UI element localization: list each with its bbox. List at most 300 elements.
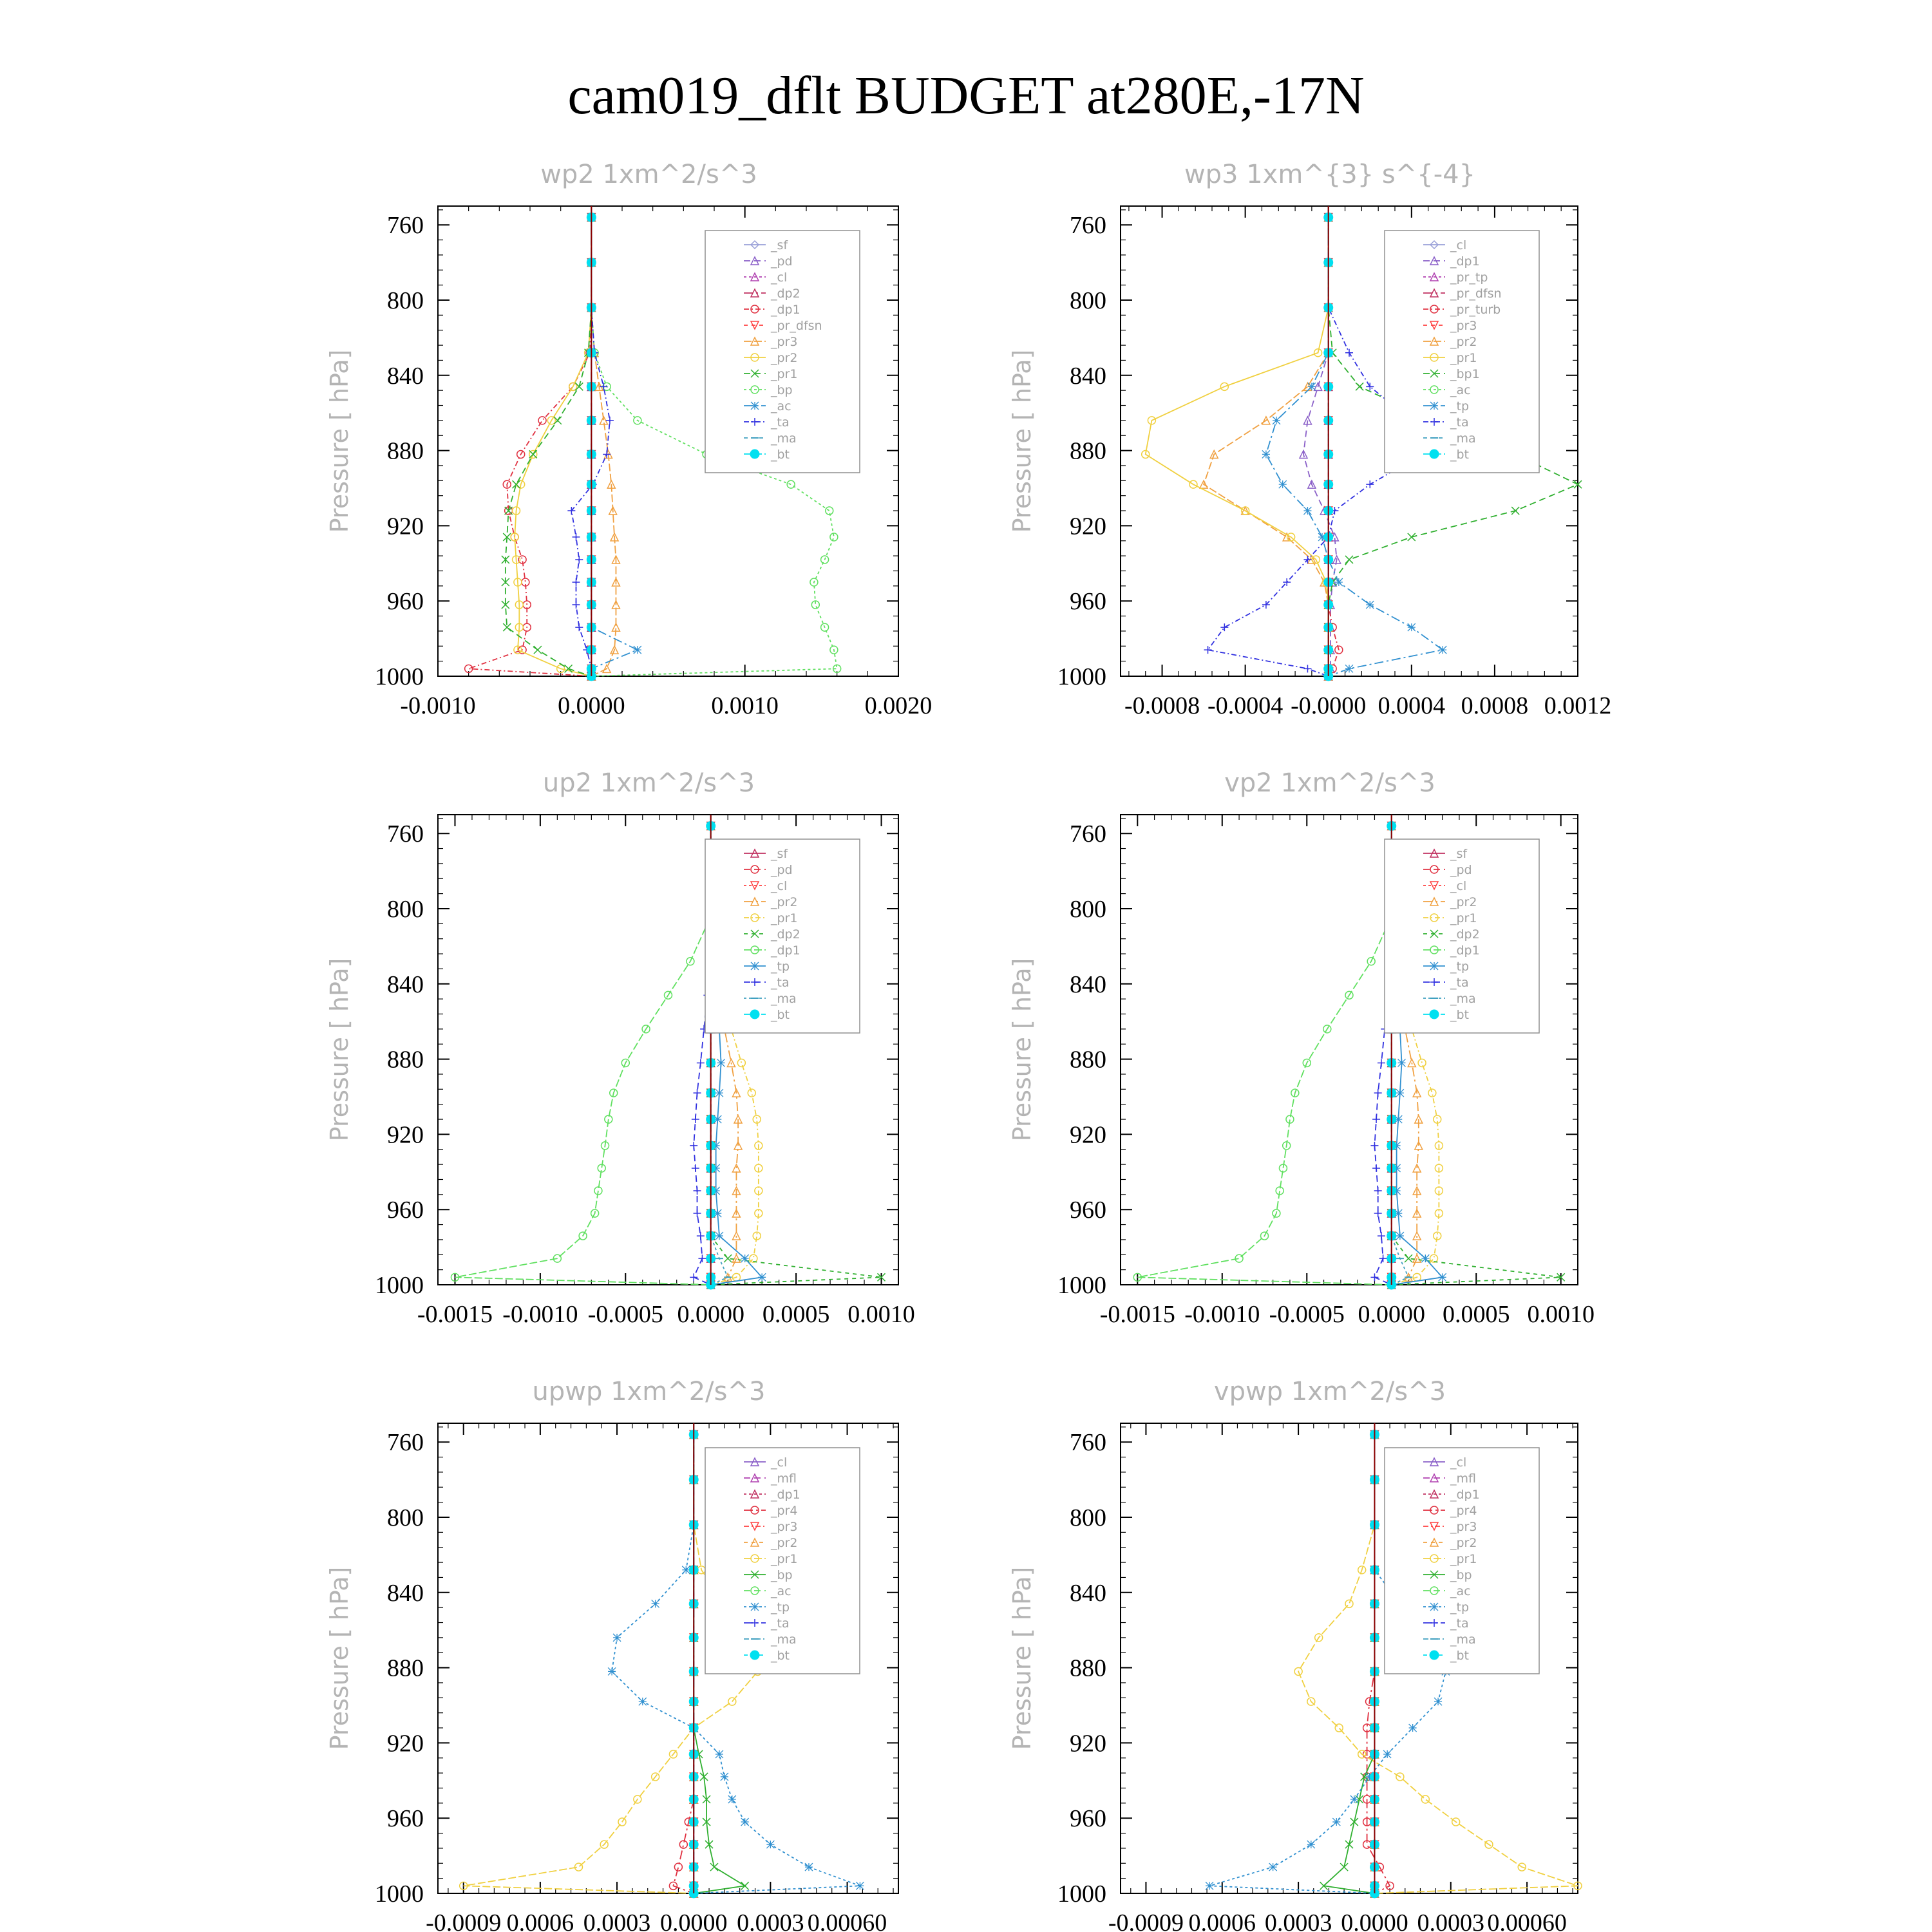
x-tick-label: 0.0006 (506, 1909, 574, 1932)
y-tick-label: 800 (387, 1504, 424, 1531)
legend-label: _cl (771, 879, 788, 893)
legend-label: _ta (771, 976, 790, 990)
y-tick-label: 800 (1070, 896, 1106, 923)
legend-label: _sf (771, 847, 788, 861)
data-point (1307, 1841, 1315, 1848)
data-point (1370, 1273, 1378, 1281)
data-point (1345, 1600, 1353, 1607)
figure-title: cam019_dflt BUDGET at280E,-17N (567, 66, 1365, 126)
series-line (515, 218, 591, 676)
chart-panel-4 (1008, 768, 1595, 1328)
data-point (679, 1841, 687, 1848)
data-point (682, 1566, 690, 1574)
data-point (1439, 1273, 1446, 1281)
x-tick-label: 0.0005 (1442, 1301, 1510, 1328)
x-tick-label: -0.0010 (400, 692, 476, 719)
data-point (1350, 1795, 1358, 1803)
data-point (1220, 623, 1228, 631)
x-tick-label: 0.0003 (1417, 1909, 1485, 1932)
legend-label: _ma (771, 431, 797, 446)
x-tick-label: -0.0015 (1099, 1301, 1175, 1328)
legend-label: _bt (1450, 1008, 1470, 1022)
legend-label: _tp (771, 960, 790, 974)
data-point (573, 601, 580, 609)
x-tick-label: -0.0010 (502, 1301, 578, 1328)
legend-label: _pr4 (771, 1504, 798, 1518)
data-point (573, 578, 580, 586)
panel-title: vp2 1xm^2/s^3 (1224, 768, 1435, 798)
x-tick-label: 0.0010 (1527, 1301, 1595, 1328)
data-point (690, 1273, 697, 1281)
data-point (694, 1089, 701, 1097)
data-point (710, 1863, 718, 1871)
data-point (534, 646, 542, 654)
data-point (732, 1164, 740, 1172)
data-point (1335, 578, 1343, 586)
series-line (1146, 218, 1329, 676)
legend-label: _pr1 (1450, 351, 1477, 365)
x-tick-label: -0.0004 (1208, 692, 1283, 719)
y-axis-label: Pressure [ hPa] (1008, 1566, 1036, 1750)
legend-label: _dp1 (771, 303, 800, 317)
y-tick-label: 920 (1070, 513, 1106, 540)
legend-label: _ta (771, 1616, 790, 1631)
chart-panel-5 (325, 1377, 898, 1932)
legend-label: _ma (771, 1633, 797, 1647)
data-point (721, 1773, 728, 1781)
legend-marker (1430, 402, 1438, 410)
y-axis-label: Pressure [ hPa] (1008, 958, 1036, 1142)
legend-label: _pr_dfsn (1450, 287, 1502, 301)
legend-label: _sf (1450, 847, 1468, 861)
legend-label: _cl (1450, 238, 1467, 252)
legend-label: _dp2 (771, 287, 800, 301)
y-tick-label: 880 (387, 437, 424, 465)
data-point (1413, 1164, 1421, 1172)
data-point (694, 1187, 701, 1195)
legend-label: _ac (1450, 1584, 1471, 1598)
legend-label: _pr2 (771, 895, 798, 909)
data-point (634, 646, 641, 654)
series-pr2 (1200, 214, 1332, 680)
data-point (1345, 349, 1353, 357)
legend-label: _ma (1450, 1633, 1476, 1647)
y-tick-label: 920 (1070, 1121, 1106, 1149)
data-point (805, 1863, 813, 1871)
y-tick-label: 960 (1070, 1805, 1106, 1833)
y-tick-label: 760 (1070, 212, 1106, 240)
y-tick-label: 1000 (1057, 1272, 1106, 1299)
y-tick-label: 1000 (1057, 663, 1106, 690)
panel-title: up2 1xm^2/s^3 (542, 768, 755, 798)
y-tick-label: 840 (387, 971, 424, 998)
legend-label: _pr1 (771, 1552, 798, 1566)
data-point (1378, 1232, 1385, 1240)
legend-label: _ta (771, 415, 790, 430)
x-tick-label: 0.00060 (1487, 1909, 1567, 1932)
legend-marker (1430, 1010, 1439, 1019)
data-point (692, 1115, 699, 1123)
data-point (1273, 417, 1280, 424)
data-point (715, 1232, 723, 1240)
data-point (1366, 601, 1374, 609)
x-tick-label: -0.0008 (1124, 692, 1200, 719)
legend-marker (750, 1651, 759, 1660)
legend (1385, 231, 1539, 473)
data-point (1204, 646, 1212, 654)
legend-label: _bt (771, 1008, 790, 1022)
y-axis-label: Pressure [ hPa] (325, 958, 354, 1142)
legend-label: _cl (1450, 1455, 1467, 1470)
data-point (1396, 1089, 1404, 1097)
series-pr3 (587, 214, 620, 680)
data-point (1303, 507, 1311, 515)
legend (705, 839, 860, 1033)
data-point (1374, 1187, 1382, 1195)
x-tick-label: 0.0000 (659, 1909, 728, 1932)
x-tick-label: 0.0003 (583, 1909, 651, 1932)
x-tick-label: -0.0009 (426, 1909, 502, 1932)
y-tick-label: 840 (387, 362, 424, 390)
x-tick-label: 0.0008 (1461, 692, 1529, 719)
data-point (1398, 1059, 1406, 1066)
legend-marker (1430, 450, 1439, 459)
data-point (1374, 1089, 1382, 1097)
data-point (1345, 665, 1353, 672)
y-tick-label: 800 (387, 287, 424, 314)
data-point (1511, 507, 1519, 515)
legend-label: _bt (771, 448, 790, 462)
y-tick-label: 880 (1070, 1046, 1106, 1074)
data-point (698, 1255, 706, 1262)
legend-label: _dp1 (771, 1488, 800, 1502)
data-point (1439, 646, 1446, 654)
y-tick-label: 920 (387, 513, 424, 540)
data-point (1396, 1232, 1404, 1240)
legend-label: _dp2 (771, 927, 800, 942)
series-line (591, 218, 638, 676)
data-point (1366, 383, 1374, 390)
legend (1385, 839, 1539, 1033)
y-tick-label: 840 (1070, 1579, 1106, 1607)
legend-label: _pr2 (771, 351, 798, 365)
y-tick-label: 920 (387, 1730, 424, 1757)
x-tick-label: 0.0020 (864, 692, 933, 719)
series-ac (587, 214, 641, 680)
data-point (697, 1059, 705, 1066)
x-tick-label: -0.0010 (1184, 1301, 1260, 1328)
legend-label: _bp (1450, 1568, 1472, 1582)
series-pr2 (511, 214, 595, 680)
x-tick-label: -0.0000 (1291, 692, 1367, 719)
data-point (639, 1698, 647, 1705)
legend-label: _bp1 (1450, 367, 1480, 381)
data-point (856, 1882, 864, 1889)
y-tick-label: 1000 (1057, 1880, 1106, 1908)
data-point (608, 1667, 616, 1675)
y-tick-label: 920 (387, 1121, 424, 1149)
y-tick-label: 760 (1070, 1429, 1106, 1457)
legend-label: _pr1 (1450, 1552, 1477, 1566)
y-tick-label: 1000 (375, 1272, 424, 1299)
data-point (600, 383, 607, 390)
data-point (741, 1818, 749, 1826)
legend-marker (751, 962, 759, 970)
legend-marker (1430, 962, 1438, 970)
data-point (513, 480, 520, 488)
series-bp (1320, 1431, 1379, 1897)
data-point (1374, 1209, 1382, 1217)
data-point (1335, 1724, 1343, 1732)
y-tick-label: 840 (387, 1579, 424, 1607)
data-point (1434, 1698, 1442, 1705)
data-point (1350, 1818, 1358, 1826)
data-point (1408, 533, 1416, 541)
x-tick-label: 0.0010 (848, 1301, 915, 1328)
x-tick-label: -0.0005 (1269, 1301, 1345, 1328)
panel-title: wp2 1xm^2/s^3 (540, 160, 757, 189)
y-tick-label: 920 (1070, 1730, 1106, 1757)
data-point (575, 556, 583, 564)
legend-label: _pr1 (1450, 911, 1477, 925)
data-point (690, 1142, 697, 1150)
legend-label: _dp1 (1450, 943, 1480, 958)
legend-label: _pr3 (771, 1520, 798, 1534)
legend-label: _ac (771, 399, 791, 413)
data-point (728, 1795, 736, 1803)
legend-label: _cl (771, 270, 788, 285)
x-tick-label: 0.00060 (807, 1909, 887, 1932)
legend-label: _tp (1450, 399, 1470, 413)
data-point (613, 1634, 621, 1642)
y-tick-label: 800 (1070, 287, 1106, 314)
legend-label: _tp (1450, 960, 1470, 974)
legend-label: _ac (771, 1584, 791, 1598)
legend-label: _pd (771, 863, 793, 877)
data-point (697, 1232, 705, 1240)
legend (705, 1448, 860, 1674)
data-point (674, 1863, 682, 1871)
legend-marker (1430, 1603, 1438, 1611)
legend (1385, 1448, 1539, 1674)
chart-panel-6 (1008, 1377, 1582, 1932)
series-line (506, 218, 591, 676)
x-tick-label: 0.0000 (677, 1301, 744, 1328)
legend-label: _tp (1450, 1600, 1470, 1615)
legend-label: _pr3 (1450, 319, 1477, 333)
x-tick-label: -0.0009 (1108, 1909, 1184, 1932)
legend-label: _sf (771, 238, 788, 252)
data-point (766, 1841, 774, 1848)
x-tick-label: 0.0003 (737, 1909, 804, 1932)
data-point (1303, 556, 1311, 564)
y-tick-label: 960 (387, 1805, 424, 1833)
data-point (715, 1750, 723, 1758)
y-tick-label: 960 (1070, 588, 1106, 616)
legend-label: _pr3 (771, 335, 798, 349)
legend-label: _bt (1450, 1649, 1470, 1663)
y-tick-label: 1000 (375, 1880, 424, 1908)
series-pr1 (502, 214, 595, 680)
series-dp1 (465, 214, 596, 680)
legend-label: _bt (1450, 448, 1470, 462)
legend-label: _pr_turb (1450, 303, 1501, 317)
legend-label: _pd (1450, 863, 1472, 877)
data-point (1340, 1863, 1348, 1871)
data-point (1356, 383, 1363, 390)
data-point (1308, 383, 1316, 390)
legend-label: _bp (771, 383, 793, 397)
legend-label: _dp2 (1450, 927, 1480, 942)
data-point (575, 623, 583, 631)
legend-label: _dp1 (1450, 1488, 1480, 1502)
data-point (1303, 665, 1311, 672)
x-tick-label: 0.0006 (1188, 1909, 1256, 1932)
data-point (758, 1273, 766, 1281)
y-tick-label: 1000 (375, 663, 424, 690)
series-dp1 (451, 822, 714, 1289)
data-point (737, 1059, 745, 1066)
legend-label: _ma (1450, 992, 1476, 1006)
data-point (1269, 1863, 1277, 1871)
data-point (1378, 1059, 1385, 1066)
legend-label: _tp (771, 1600, 790, 1615)
data-point (1345, 556, 1353, 564)
panel-title: vpwp 1xm^2/s^3 (1213, 1377, 1446, 1406)
legend-marker (1430, 1651, 1439, 1660)
data-point (694, 1209, 701, 1217)
data-point (1206, 1882, 1213, 1889)
x-tick-label: 0.0000 (1341, 1909, 1408, 1932)
x-tick-label: 0.0000 (558, 692, 625, 719)
data-point (741, 1255, 749, 1262)
legend-label: _pr2 (1450, 1536, 1477, 1550)
series-line (1137, 826, 1391, 1285)
data-point (1409, 1724, 1417, 1732)
legend-label: _pr1 (771, 911, 798, 925)
data-point (717, 1059, 725, 1066)
legend-marker (750, 1010, 759, 1019)
legend-label: _cl (1450, 879, 1467, 893)
legend-label: _mfl (1450, 1472, 1476, 1486)
y-tick-label: 760 (387, 212, 424, 240)
data-point (1279, 480, 1287, 488)
series-pr1 (1142, 214, 1332, 680)
y-tick-label: 960 (1070, 1197, 1106, 1224)
legend-label: _ac (1450, 383, 1471, 397)
legend-label: _ta (1450, 415, 1469, 430)
legend-label: _pr4 (1450, 1504, 1477, 1518)
legend-label: _mfl (771, 1472, 797, 1486)
legend-label: _pd (771, 254, 793, 269)
chart-panel-1 (325, 160, 932, 719)
legend-label: _pr1 (771, 367, 798, 381)
data-point (529, 450, 537, 458)
x-tick-label: -0.0005 (587, 1301, 663, 1328)
y-tick-label: 960 (387, 1197, 424, 1224)
legend-label: _pr2 (771, 1536, 798, 1550)
legend-label: _ta (1450, 1616, 1469, 1631)
data-point (603, 450, 611, 458)
y-tick-label: 880 (1070, 1654, 1106, 1682)
data-point (1379, 1255, 1387, 1262)
y-tick-label: 880 (1070, 437, 1106, 465)
y-axis-label: Pressure [ hPa] (325, 1566, 354, 1750)
data-point (1262, 450, 1270, 458)
y-tick-label: 840 (1070, 362, 1106, 390)
chart-panel-3 (325, 768, 915, 1328)
data-point (1421, 1795, 1429, 1803)
data-point (1421, 1255, 1429, 1262)
panel-title: wp3 1xm^{3} s^{-4} (1184, 160, 1476, 189)
y-tick-label: 760 (387, 820, 424, 848)
series-line (455, 826, 710, 1285)
legend-label: _pr3 (1450, 1520, 1477, 1534)
legend (705, 231, 860, 473)
legend-label: _ta (1450, 976, 1469, 990)
x-tick-label: 0.0010 (711, 692, 779, 719)
data-point (538, 417, 546, 424)
y-tick-label: 760 (387, 1429, 424, 1457)
x-tick-label: 0.0000 (1358, 1301, 1425, 1328)
y-tick-label: 880 (387, 1046, 424, 1074)
y-axis-label: Pressure [ hPa] (325, 349, 354, 533)
y-tick-label: 840 (1070, 971, 1106, 998)
data-point (692, 1164, 699, 1172)
series-dp1 (1300, 214, 1341, 680)
x-tick-label: 0.0012 (1544, 692, 1612, 719)
data-point (1418, 1059, 1426, 1066)
y-tick-label: 960 (387, 588, 424, 616)
legend-label: _pr2 (1450, 335, 1477, 349)
legend-label: _cl (771, 1455, 788, 1470)
legend-label: _ma (771, 992, 797, 1006)
data-point (1332, 1818, 1340, 1826)
series-pr_turb (1325, 214, 1343, 680)
data-point (1372, 1164, 1380, 1172)
data-point (1372, 1115, 1380, 1123)
legend-marker (751, 402, 759, 410)
data-point (715, 1089, 723, 1097)
data-point (573, 533, 580, 541)
x-tick-label: 0.0005 (762, 1301, 830, 1328)
legend-marker (750, 450, 759, 459)
data-point (1370, 1142, 1378, 1150)
legend-label: _pr2 (1450, 895, 1477, 909)
data-point (565, 665, 573, 672)
y-tick-label: 880 (387, 1654, 424, 1682)
legend-marker (751, 1603, 759, 1611)
data-point (1408, 623, 1416, 631)
legend-label: _ma (1450, 431, 1476, 446)
data-point (1345, 1841, 1353, 1848)
panel-title: upwp 1xm^2/s^3 (532, 1377, 766, 1406)
data-point (1383, 1750, 1391, 1758)
legend-label: _pr_tp (1450, 270, 1488, 285)
legend-label: _dp1 (1450, 254, 1480, 269)
y-tick-label: 760 (1070, 820, 1106, 848)
x-tick-label: 0.0003 (1264, 1909, 1332, 1932)
legend-label: _bt (771, 1649, 790, 1663)
x-tick-label: 0.0004 (1378, 692, 1446, 719)
series-dp1 (1133, 822, 1395, 1289)
y-axis-label: Pressure [ hPa] (1008, 349, 1036, 533)
chart-panel-2 (1008, 160, 1611, 719)
legend-label: _pr_dfsn (771, 319, 822, 333)
y-tick-label: 800 (1070, 1504, 1106, 1531)
x-tick-label: -0.0015 (417, 1301, 493, 1328)
data-point (652, 1600, 659, 1607)
